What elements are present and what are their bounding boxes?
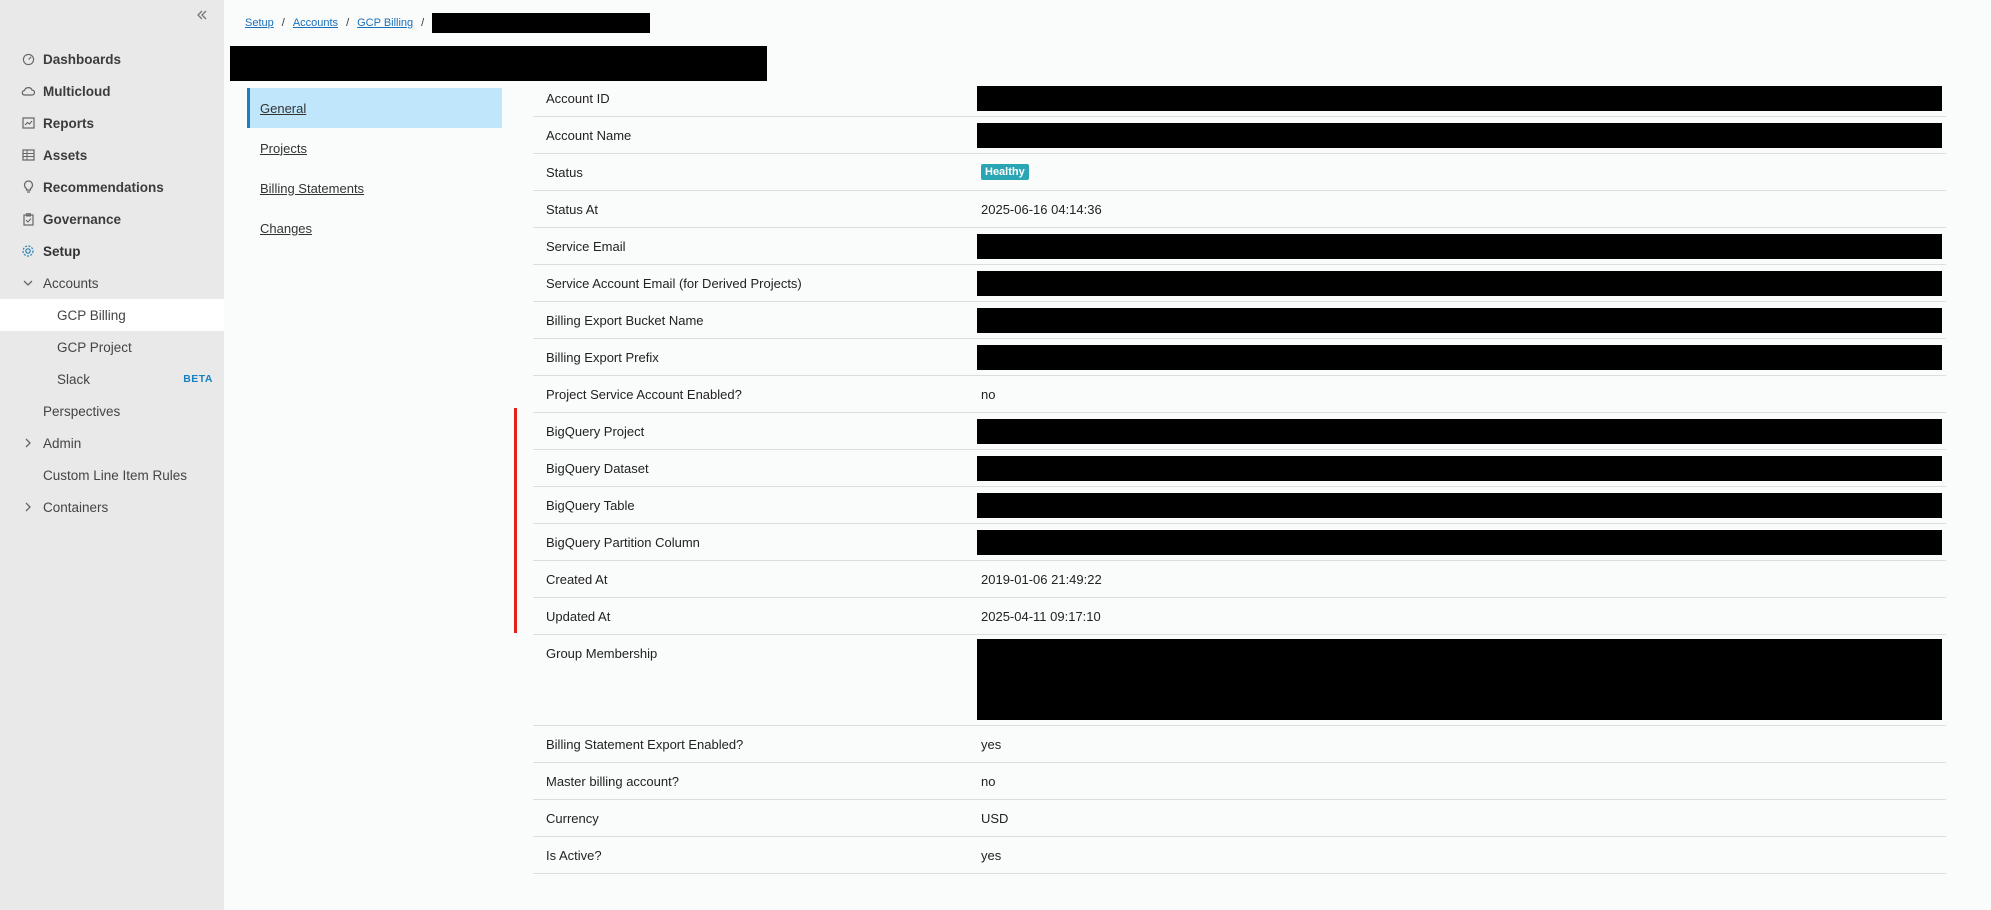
breadcrumb-accounts[interactable]: Accounts (292, 17, 339, 29)
redacted-value (977, 493, 1942, 518)
sidebar-item-perspectives[interactable] (0, 395, 224, 427)
sidebar-item-label: GCP Billing (57, 307, 126, 323)
redacted-value (977, 456, 1942, 481)
sidebar-item-multicloud[interactable] (0, 75, 224, 107)
sidebar (0, 0, 224, 910)
detail-label: Account Name (546, 127, 632, 143)
bigquery-highlight-bar (514, 408, 517, 633)
sidebar-item-reports[interactable] (0, 107, 224, 139)
sidebar-item-label: Multicloud (43, 83, 111, 99)
breadcrumb-separator: / (281, 17, 285, 29)
sidebar-item-label: Accounts (43, 275, 99, 291)
detail-label: BigQuery Project (546, 423, 645, 439)
redacted-value (977, 419, 1942, 444)
detail-row-bigquery-partition-column (533, 524, 1946, 561)
clipboard-icon (21, 212, 35, 226)
detail-label: Master billing account? (546, 773, 679, 789)
beta-badge: BETA (183, 373, 213, 385)
sidebar-item-gcp-billing[interactable] (0, 299, 224, 331)
status-badge: Healthy (981, 164, 1029, 180)
sidebar-item-label: Custom Line Item Rules (43, 467, 188, 483)
detail-row-service-email (533, 228, 1946, 265)
chevron-right-icon (21, 436, 35, 450)
double-chevron-left-icon (196, 9, 208, 21)
detail-tabs (247, 88, 502, 248)
detail-label: Account ID (546, 90, 610, 106)
sidebar-item-custom-line-item-rules[interactable] (0, 459, 224, 491)
page-title-redacted (230, 46, 767, 81)
redacted-value (977, 271, 1942, 296)
sidebar-item-containers[interactable] (0, 491, 224, 523)
sidebar-item-label: Reports (43, 115, 95, 131)
detail-row-status (533, 154, 1946, 191)
tab-projects[interactable]: Projects (260, 140, 307, 156)
sidebar-item-label: Admin (43, 435, 82, 451)
gear-icon (21, 244, 35, 258)
sidebar-item-gcp-project[interactable] (0, 331, 224, 363)
detail-label: Currency (546, 810, 599, 826)
detail-value: 2025-06-16 04:14:36 (981, 201, 1102, 217)
detail-label: Is Active? (546, 847, 602, 863)
assets-icon (21, 148, 35, 162)
sidebar-item-accounts[interactable] (0, 267, 224, 299)
redacted-value (977, 86, 1942, 111)
detail-label: Updated At (546, 608, 611, 624)
detail-row-bigquery-project (533, 413, 1946, 450)
sidebar-item-label: Slack (57, 371, 91, 387)
detail-label: Billing Statement Export Enabled? (546, 736, 744, 752)
detail-label: Billing Export Bucket Name (546, 312, 704, 328)
detail-row-is-active (533, 837, 1946, 874)
breadcrumb-current-redacted (432, 13, 650, 33)
chevron-right-icon (21, 500, 35, 514)
detail-row-billing-statement-export (533, 726, 1946, 763)
chevron-down-icon (21, 276, 35, 290)
main-content (224, 0, 1991, 910)
collapse-sidebar-button[interactable] (193, 6, 211, 24)
detail-label: Group Membership (546, 646, 658, 661)
sidebar-item-slack[interactable] (0, 363, 224, 395)
detail-row-billing-export-bucket (533, 302, 1946, 339)
sidebar-item-recommendations[interactable] (0, 171, 224, 203)
breadcrumb (245, 13, 650, 33)
detail-label: BigQuery Table (546, 497, 635, 513)
redacted-value (977, 123, 1942, 148)
detail-row-service-account-email (533, 265, 1946, 302)
detail-row-project-service-account (533, 376, 1946, 413)
account-details-table (533, 80, 1946, 874)
tab-billing-statements[interactable]: Billing Statements (260, 180, 365, 196)
sidebar-nav (0, 43, 224, 523)
sidebar-item-assets[interactable] (0, 139, 224, 171)
tab-changes[interactable]: Changes (260, 220, 313, 236)
detail-row-bigquery-dataset (533, 450, 1946, 487)
sidebar-item-dashboards[interactable] (0, 43, 224, 75)
lightbulb-icon (21, 180, 35, 194)
redacted-value (977, 530, 1942, 555)
sidebar-item-label: GCP Project (57, 339, 132, 355)
sidebar-item-label: Setup (43, 243, 81, 259)
detail-row-group-membership (533, 635, 1946, 726)
tab-general[interactable]: General (247, 88, 502, 128)
breadcrumb-gcp-billing[interactable]: GCP Billing (357, 17, 414, 29)
detail-value: yes (981, 847, 1002, 863)
redacted-value (977, 639, 1942, 720)
detail-row-account-name (533, 117, 1946, 154)
sidebar-item-label: Perspectives (43, 403, 121, 419)
cloud-icon (21, 84, 35, 98)
detail-label: Project Service Account Enabled? (546, 386, 742, 402)
detail-label: BigQuery Partition Column (546, 534, 700, 550)
detail-value: 2025-04-11 09:17:10 (981, 608, 1101, 624)
redacted-value (977, 345, 1942, 370)
dashboard-icon (21, 52, 35, 66)
detail-label: Status (546, 164, 583, 180)
redacted-value (977, 308, 1942, 333)
breadcrumb-setup[interactable]: Setup (245, 17, 274, 29)
sidebar-item-setup[interactable] (0, 235, 224, 267)
sidebar-item-admin[interactable] (0, 427, 224, 459)
redacted-value (977, 234, 1942, 259)
detail-label: Service Email (546, 238, 626, 254)
detail-value: 2019-01-06 21:49:22 (981, 571, 1102, 587)
sidebar-item-label: Governance (43, 211, 122, 227)
sidebar-item-label: Dashboards (43, 51, 122, 67)
detail-row-status-at (533, 191, 1946, 228)
detail-value: USD (981, 810, 1009, 826)
sidebar-item-label: Recommendations (43, 179, 164, 195)
breadcrumb-separator: / (346, 17, 350, 29)
detail-row-bigquery-table (533, 487, 1946, 524)
detail-row-account-id (533, 80, 1946, 117)
detail-row-currency (533, 800, 1946, 837)
breadcrumb-separator: / (421, 17, 425, 29)
detail-label: Status At (546, 201, 599, 217)
report-icon (21, 116, 35, 130)
sidebar-item-label: Assets (43, 147, 88, 163)
detail-value: no (981, 773, 996, 789)
detail-label: Created At (546, 571, 608, 587)
detail-row-billing-export-prefix (533, 339, 1946, 376)
detail-row-created-at (533, 561, 1946, 598)
detail-value: no (981, 386, 996, 402)
detail-row-updated-at (533, 598, 1946, 635)
detail-row-master-billing-account (533, 763, 1946, 800)
detail-label: BigQuery Dataset (546, 460, 649, 476)
sidebar-item-label: Containers (43, 499, 109, 515)
detail-value: yes (981, 736, 1002, 752)
sidebar-item-governance[interactable] (0, 203, 224, 235)
detail-label: Service Account Email (for Derived Projects) (546, 275, 802, 291)
detail-label: Billing Export Prefix (546, 349, 659, 365)
